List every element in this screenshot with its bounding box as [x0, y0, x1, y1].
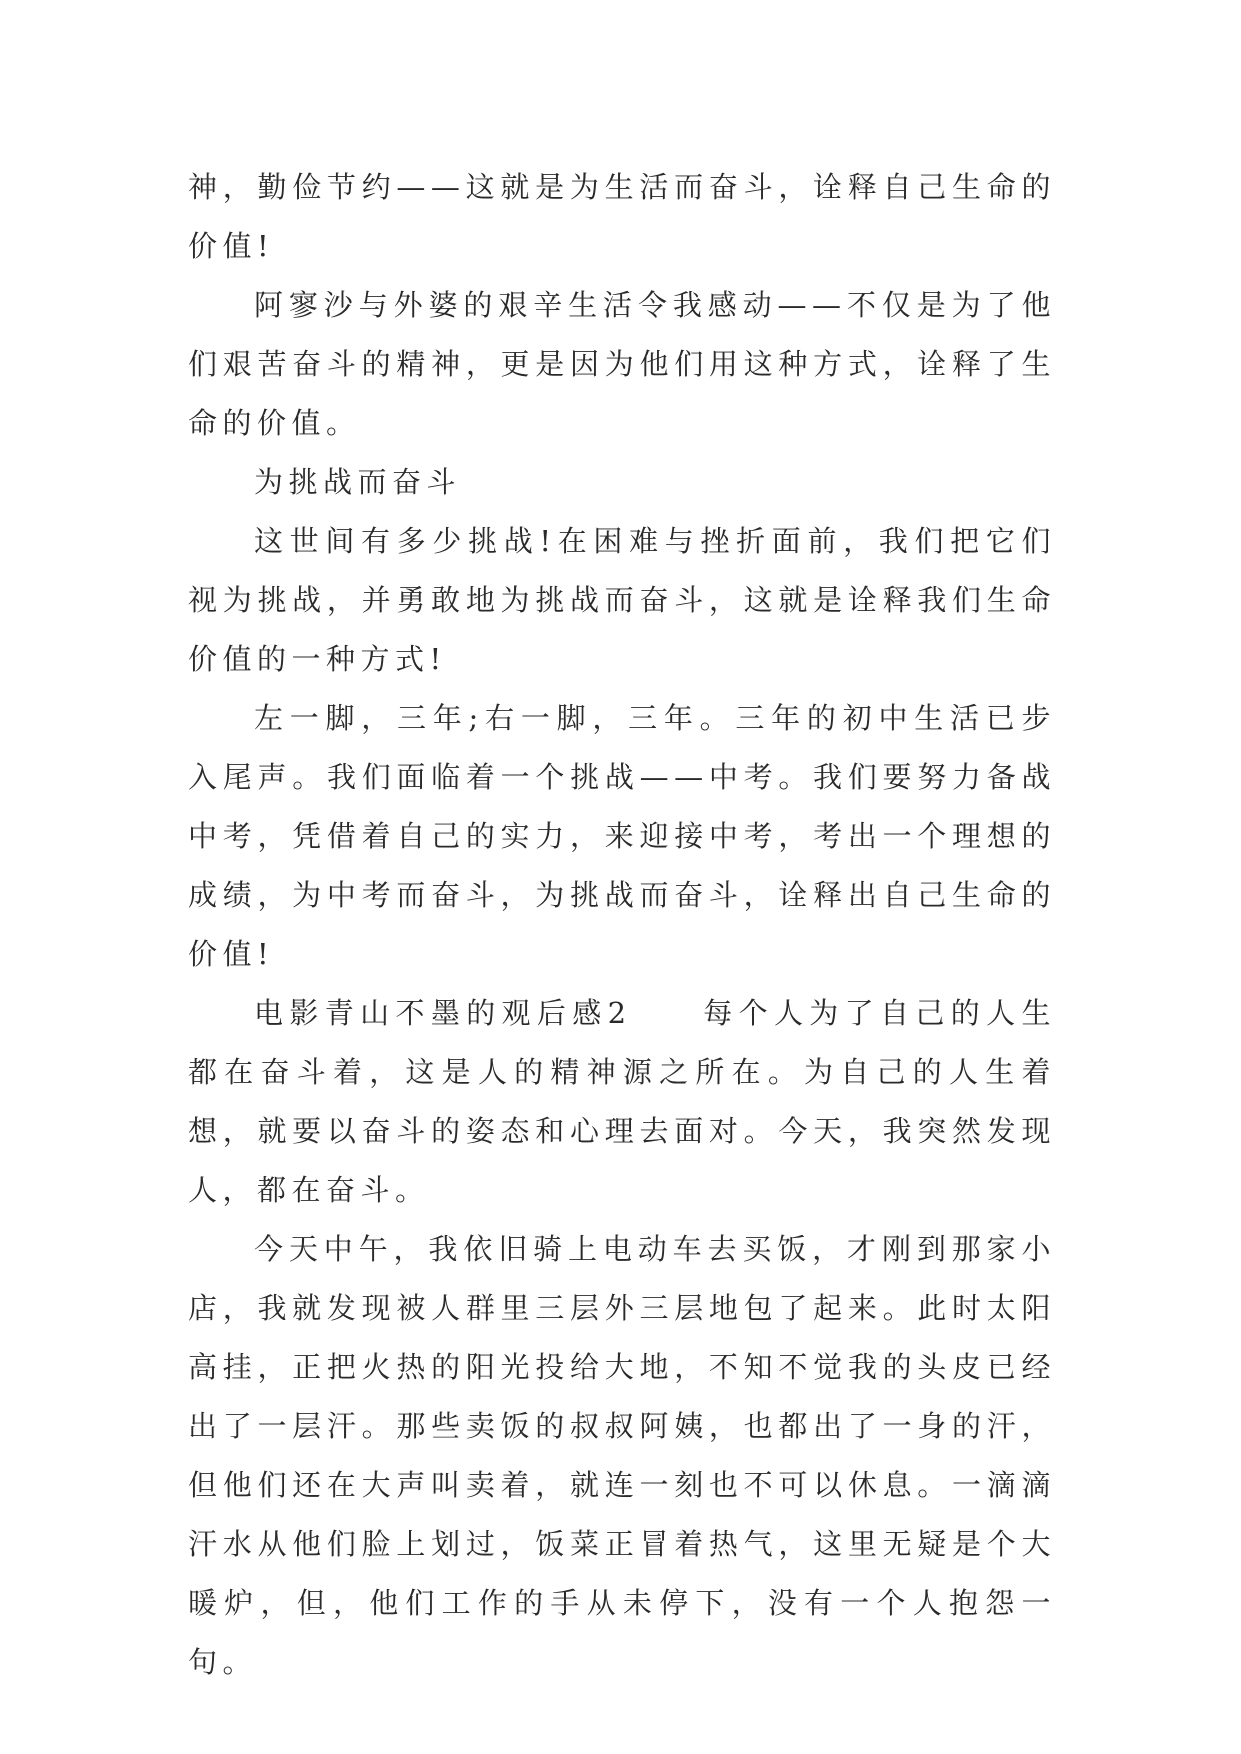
paragraph-5: 电影青山不墨的观后感2 每个人为了自己的人生都在奋斗着，这是人的精神源之所在。为自己的人生着想，就要以奋斗的姿态和心理去面对。今天，我突然发现人，都在奋斗。 — [188, 996, 1056, 1207]
paragraph-3: 这世间有多少挑战!在困难与挫折面前，我们把它们视为挑战，并勇敢地为挑战而奋斗，这就是诠释我们生命价值的一种方式! — [188, 524, 1056, 676]
section-heading: 为挑战而奋斗 — [254, 465, 462, 499]
paragraph-6: 今天中午，我依旧骑上电动车去买饭，才刚到那家小店，我就发现被人群里三层外三层地包了起来。此时太阳高挂，正把火热的阳光投给大地，不知不觉我的头皮已经出了一层汗。那些卖饭的叔叔阿姨，也都出了一身的汗，但他们还在大声叫卖着，就连一刻也不可以休息。一滴滴汗水从他们脸上划过，饭菜正冒着热气，这里无疑是个大暖炉，但，他们工作的手从未停下，没有一个人抱怨一句。 — [188, 1232, 1056, 1679]
paragraph-1: 神，勤俭节约——这就是为生活而奋斗，诠释自己生命的价值! — [188, 170, 1056, 263]
paragraph-2: 阿寥沙与外婆的艰辛生活令我感动——不仅是为了他们艰苦奋斗的精神，更是因为他们用这种方式，诠释了生命的价值。 — [188, 288, 1056, 440]
paragraph-4: 左一脚，三年;右一脚，三年。三年的初中生活已步入尾声。我们面临着一个挑战——中考。我们要努力备战中考，凭借着自己的实力，来迎接中考，考出一个理想的成绩，为中考而奋斗，为挑战而奋斗，诠释出自己生命的价值! — [188, 701, 1056, 971]
document-page — [188, 158, 1056, 1692]
